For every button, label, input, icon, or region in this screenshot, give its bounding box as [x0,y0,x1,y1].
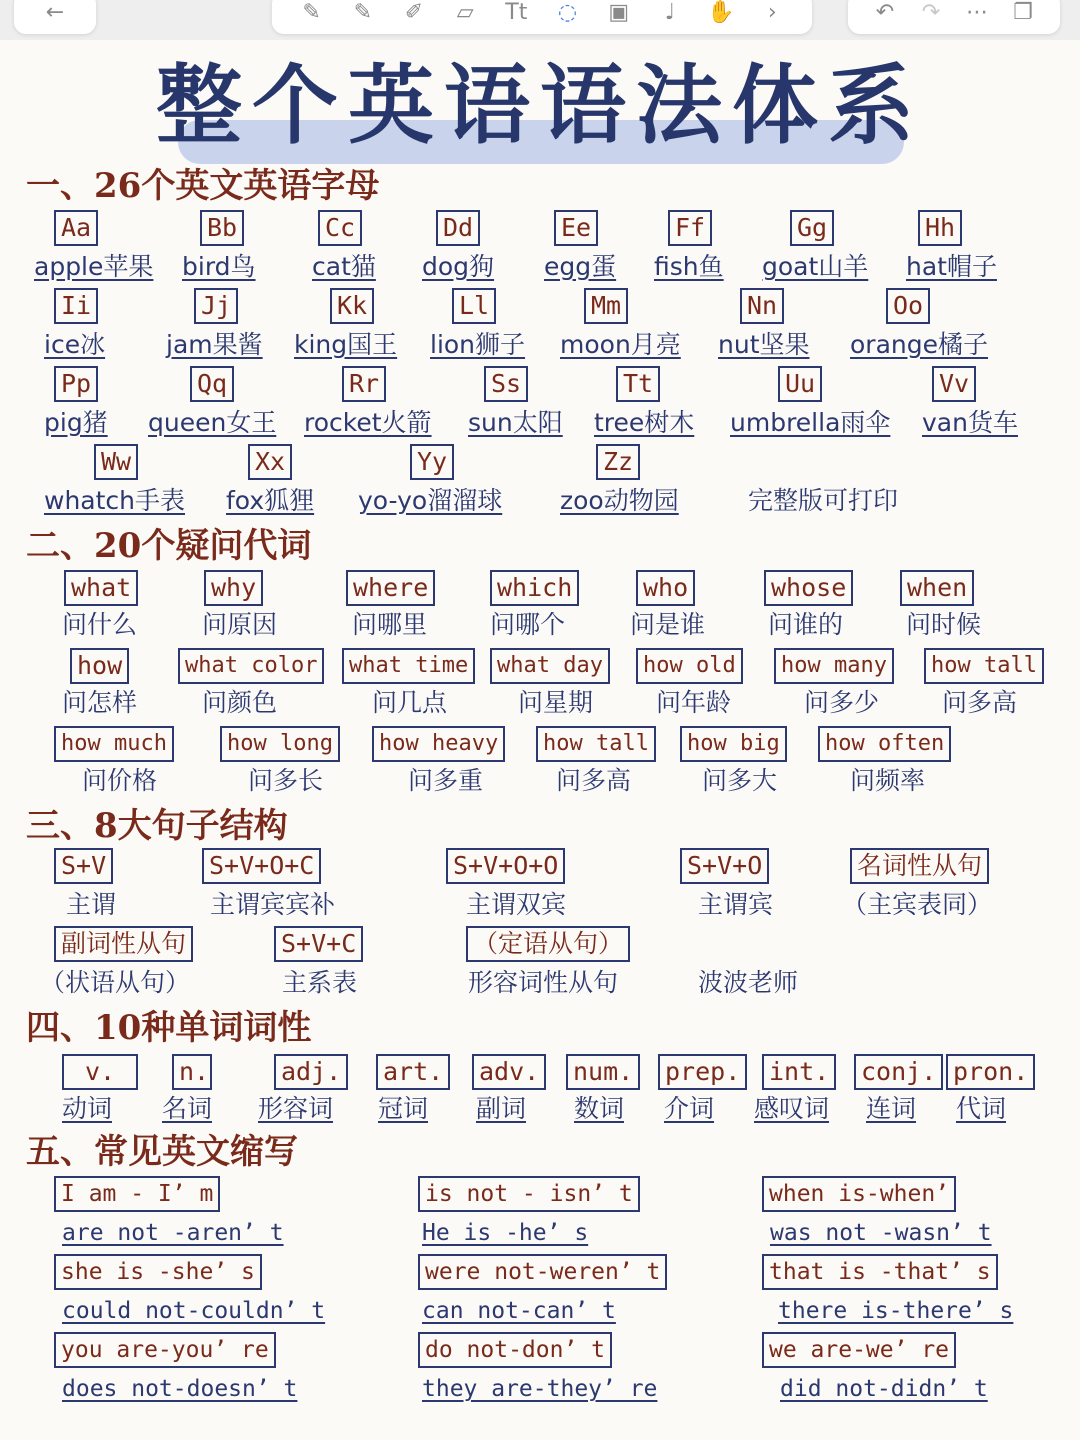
undo-icon[interactable]: ↶ [875,0,895,25]
pos-meaning: 数词 [574,1094,625,1123]
letter-box: Jj [194,288,238,324]
pos-box: pron. [946,1054,1035,1090]
pos-box: n. [172,1054,212,1090]
redo-icon[interactable]: ↷ [921,0,941,25]
letter-box: Ss [484,366,528,402]
contraction-box: were not-weren’ t [418,1254,667,1290]
letter-word: whatch手表 [44,486,186,515]
question-meaning: 问哪里 [352,610,428,639]
letter-box: Gg [790,210,834,246]
structure-meaning: 形容词性从句 [468,968,619,997]
question-meaning: 问价格 [82,766,158,795]
letter-box: Rr [342,366,386,402]
question-meaning: 问什么 [62,610,138,639]
contraction-line: there is-there’ s [778,1298,1014,1324]
pos-box: v. [62,1054,138,1090]
contraction-box: when is-when’ [762,1176,956,1212]
letter-box: Aa [54,210,98,246]
letter-word: yo-yo溜溜球 [358,486,503,515]
letter-box: Nn [740,288,784,324]
letter-word: fox狐狸 [226,486,315,515]
contraction-line: does not-doesn’ t [62,1376,298,1402]
section-heading-pos: 四、10种单词词性 [26,1008,312,1048]
letter-word: egg蛋 [544,252,617,281]
structure-meaning: （状语从句） [40,968,191,997]
question-meaning: 问怎样 [62,688,138,717]
pos-meaning: 动词 [62,1094,113,1123]
question-box: which [490,570,579,606]
letter-box: Kk [330,288,374,324]
structure-meaning: 主谓双宾 [466,890,567,919]
structure-box: S+V+O+O [446,848,565,884]
contraction-box: I am - I’ m [54,1176,220,1212]
letter-word: apple苹果 [34,252,154,281]
contraction-box: we are-we’ re [762,1332,956,1368]
letter-word: king国王 [294,330,398,359]
letter-box: Ll [452,288,496,324]
letter-box: Ee [554,210,598,246]
letter-word: van货车 [922,408,1018,437]
structure-meaning: 主谓 [66,890,117,919]
question-meaning: 问多高 [556,766,632,795]
marker-icon[interactable]: ✐ [404,0,424,25]
contraction-line: He is -he’ s [422,1220,589,1246]
letter-word: hat帽子 [906,252,997,281]
letter-box: Ii [54,288,98,324]
pen-icon[interactable]: ✎ [353,0,372,25]
section-heading-structures: 三、8大句子结构 [26,806,288,846]
contraction-line: can not-can’ t [422,1298,616,1324]
pen-icon[interactable]: ✎ [302,0,321,25]
question-meaning: 问谁的 [768,610,844,639]
question-meaning: 问年龄 [656,688,732,717]
structure-box: S+V+O [680,848,769,884]
question-box: how much [54,726,174,762]
pos-box: adj. [274,1054,348,1090]
question-box: how long [220,726,340,762]
letter-box: Mm [584,288,628,324]
question-box: why [204,570,263,606]
question-meaning: 问是谁 [630,610,706,639]
letter-box: Hh [918,210,962,246]
question-meaning: 问频率 [850,766,926,795]
letter-word: sun太阳 [468,408,563,437]
pos-meaning: 形容词 [258,1094,334,1123]
history-group [848,0,1060,34]
question-box: how big [680,726,787,762]
structure-meaning: （主宾表同） [842,890,993,919]
question-meaning: 问原因 [202,610,278,639]
contraction-box: she is -she’ s [54,1254,262,1290]
letter-box: Xx [248,444,292,480]
question-box: how often [818,726,951,762]
letter-box: Dd [436,210,480,246]
section-heading-contractions: 五、常见英文缩写 [26,1132,298,1172]
image-icon[interactable]: ▣ [608,0,630,25]
letter-box: Tt [616,366,660,402]
pages-icon[interactable]: ❐ [1013,0,1033,25]
question-box: what [64,570,138,606]
letter-box: Yy [410,444,454,480]
letter-word: rocket火箭 [304,408,432,437]
hand-icon[interactable]: ✋ [707,0,735,25]
contraction-line: was not -wasn’ t [770,1220,992,1246]
pos-meaning: 感叹词 [754,1094,830,1123]
letter-word: bird鸟 [182,252,256,281]
question-box: when [900,570,974,606]
letter-box: Qq [190,366,234,402]
contraction-line: are not -aren’ t [62,1220,284,1246]
tool-group [272,0,812,34]
pos-meaning: 介词 [664,1094,715,1123]
question-box: how [70,648,129,684]
structure-box: S+V [54,848,113,884]
pos-box: adv. [472,1054,546,1090]
letter-word: queen女王 [148,408,277,437]
question-meaning: 问多重 [408,766,484,795]
letter-word: ice冰 [44,330,106,359]
letter-word: dog狗 [422,252,495,281]
question-meaning: 问颜色 [202,688,278,717]
question-box: where [346,570,435,606]
letter-word: moon月亮 [560,330,681,359]
question-box: how heavy [372,726,505,762]
pos-meaning: 名词 [162,1094,213,1123]
letter-box: Cc [318,210,362,246]
letter-word: cat猫 [312,252,376,281]
question-meaning: 问星期 [518,688,594,717]
letter-box: Vv [932,366,976,402]
contraction-box: you are-you’ re [54,1332,276,1368]
question-box: what day [490,648,610,684]
question-box: whose [764,570,853,606]
section-heading-letters: 一、26个英文英语字母 [26,166,380,206]
title-area [0,46,1080,166]
chevron-right-icon[interactable]: › [767,0,777,25]
app-toolbar [0,0,1080,40]
structure-meaning: 主系表 [282,968,358,997]
question-meaning: 问几点 [372,688,448,717]
pos-meaning: 连词 [866,1094,917,1123]
question-meaning: 问哪个 [490,610,566,639]
contraction-line: could not-couldn’ t [62,1298,326,1324]
question-meaning: 问时候 [906,610,982,639]
pos-box: num. [566,1054,640,1090]
contraction-box: that is -that’ s [762,1254,998,1290]
letter-word: umbrella雨伞 [730,408,891,437]
letter-word: fish鱼 [654,252,724,281]
letter-box: Ff [668,210,712,246]
back-icon[interactable]: ← [45,0,65,25]
question-box: what color [178,648,324,684]
question-box: how many [774,648,894,684]
lasso-icon[interactable]: ◌ [557,0,578,25]
letter-word: tree树木 [594,408,695,437]
letter-box: Zz [596,444,640,480]
pos-meaning: 代词 [956,1094,1007,1123]
contraction-line: did not-didn’ t [780,1376,988,1402]
structure-meaning: 主谓宾宾补 [210,890,336,919]
pos-box: art. [376,1054,450,1090]
pos-box: conj. [854,1054,943,1090]
contraction-line: they are-they’ re [422,1376,658,1402]
page-title: 整个英语语法体系 [156,55,924,156]
structure-box: S+V+C [274,926,363,962]
question-box: what time [342,648,475,684]
contraction-box: do not-don’ t [418,1332,612,1368]
section-heading-questions: 二、20个疑问代词 [26,526,312,566]
letter-box: Pp [54,366,98,402]
letter-word: orange橘子 [850,330,988,359]
letter-word: goat山羊 [762,252,869,281]
question-meaning: 问多长 [248,766,324,795]
letter-box: Oo [886,288,930,324]
letter-word: pig猪 [44,408,108,437]
pos-meaning: 副词 [476,1094,527,1123]
letter-box: Uu [778,366,822,402]
pos-box: int. [762,1054,836,1090]
question-meaning: 问多大 [702,766,778,795]
question-meaning: 问多高 [942,688,1018,717]
letter-word: zoo动物园 [560,486,679,515]
letter-box: Ww [94,444,138,480]
question-box: how old [636,648,743,684]
structure-meaning: 主谓宾 [698,890,774,919]
text-icon[interactable]: Tt [505,0,528,25]
contraction-box: is not - isn’ t [418,1176,640,1212]
question-box: who [636,570,695,606]
letter-word: lion狮子 [430,330,526,359]
print-note: 完整版可打印 [748,486,899,515]
back-group [14,0,96,34]
letter-box: Bb [200,210,244,246]
structure-box: 副词性从句 [54,926,193,962]
more-icon[interactable]: ⋯ [966,0,988,25]
eraser-icon[interactable]: ▱ [456,0,474,25]
structure-box: （定语从句） [466,926,630,962]
question-box: how tall [924,648,1044,684]
mic-icon[interactable]: ♩ [664,0,676,25]
teacher-note: 波波老师 [698,968,799,997]
structure-box: S+V+O+C [202,848,321,884]
question-meaning: 问多少 [804,688,880,717]
question-box: how tall [536,726,656,762]
pos-meaning: 冠词 [378,1094,429,1123]
letter-word: nut坚果 [718,330,810,359]
structure-box: 名词性从句 [850,848,989,884]
pos-box: prep. [658,1054,747,1090]
letter-word: jam果酱 [166,330,263,359]
